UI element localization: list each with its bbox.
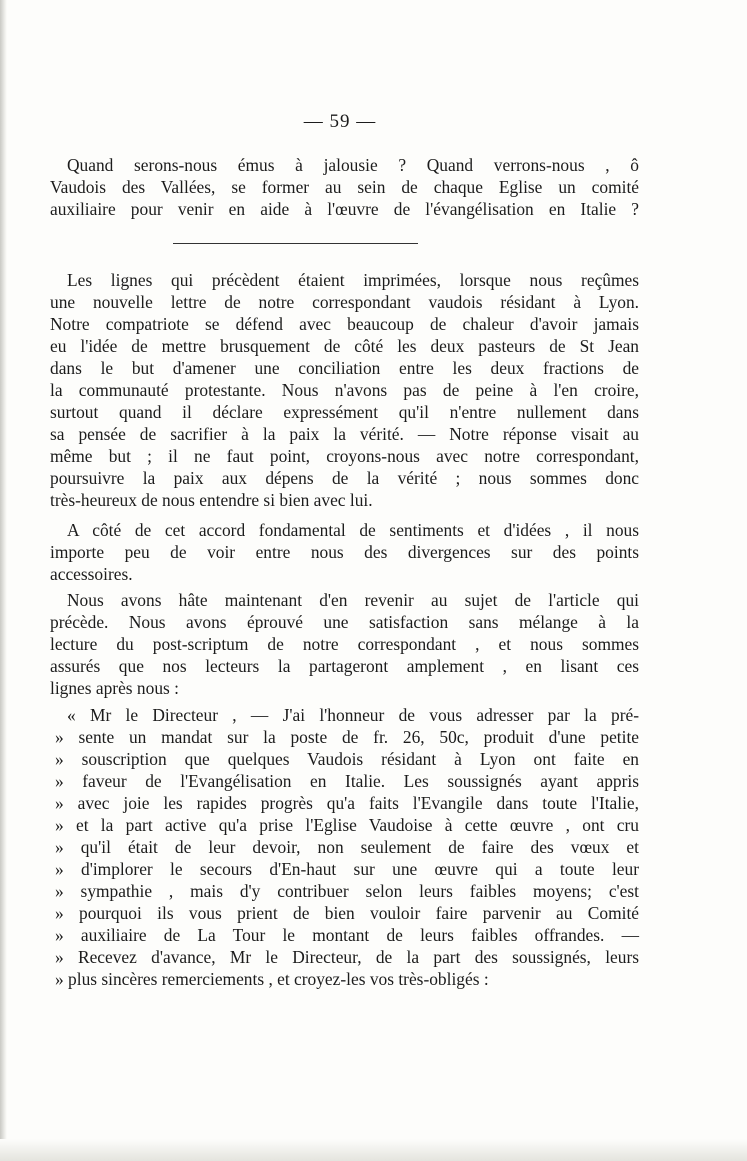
text-line: très-heureux de nous entendre si bien avec lui. [50,490,373,510]
quote-line: » et la part active qu'a prise l'Eglise Vaudoise à cette œuvre , ont cru [55,815,639,835]
quote-line: » Recevez d'avance, Mr le Directeur, de la part des soussignés, leurs [55,947,639,967]
quote-line: » souscription que quelques Vaudois résidant à Lyon ont faite en [55,749,639,769]
text-line: dans le but d'amener une conciliation entre les deux fractions de [50,358,639,378]
text-line: lignes après nous : [50,678,179,698]
quote-line: » sente un mandat sur la poste de fr. 26, 50c, produit d'une petite [55,727,639,747]
text-line: A côté de cet accord fondamental de sentiments et d'idées , il nous [67,520,639,540]
quote-line: » d'implorer le secours d'En-haut sur une œuvre qui a toute leur [55,859,639,879]
text-line: lecture du post-scriptum de notre correspondant , et nous sommes [50,634,639,654]
text-line: auxiliaire pour venir en aide à l'œuvre de l'évangélisation en Italie ? [50,199,639,219]
quote-line: » faveur de l'Evangélisation en Italie. Les soussignés ayant appris [55,771,639,791]
text-line: surtout quand il déclare expressément qu'il n'entre nullement dans [50,402,639,422]
text-line: même but ; il ne faut point, croyons-nous avec notre correspondant, [50,446,639,466]
section-divider [173,243,418,244]
text-line: sa pensée de sacrifier à la paix la vérité. — Notre réponse visait au [50,424,639,444]
text-line: poursuivre la paix aux dépens de la vérité ; nous sommes donc [50,468,639,488]
text-line: Notre compatriote se défend avec beaucoup de chaleur d'avoir jamais [50,314,639,334]
text-line: Vaudois des Vallées, se former au sein de chaque Eglise un comité [50,177,639,197]
quote-line: » auxiliaire de La Tour le montant de leurs faibles offrandes. — [55,925,639,945]
quote-line: » plus sincères remerciements , et croyez-les vos très-obligés : [55,969,489,989]
quote-line: « Mr le Directeur , — J'ai l'honneur de vous adresser par la pré- [67,705,639,725]
quote-line: » avec joie les rapides progrès qu'a faits l'Evangile dans toute l'Italie, [55,793,639,813]
text-line: Les lignes qui précèdent étaient imprimées, lorsque nous reçûmes [67,270,639,290]
text-line: eu l'idée de mettre brusquement de côté les deux pasteurs de St Jean [50,336,639,356]
text-line: la communauté protestante. Nous n'avons pas de peine à l'en croire, [50,380,639,400]
paragraph-2 [50,519,639,585]
quote-line: » pourquoi ils vous prient de bien vouloir faire parvenir au Comité [55,903,639,923]
quote-line: » sympathie , mais d'y contribuer selon leurs faibles moyens; c'est [55,881,639,901]
quote-line: » qu'il était de leur devoir, non seulement de faire des vœux et [55,837,639,857]
intro-paragraph [50,154,639,220]
paragraph-1 [50,269,639,511]
page-left-edge-shadow [0,0,7,1161]
quoted-letter [55,704,639,990]
text-line: importe peu de voir entre nous des divergences sur des points [50,542,639,562]
text-line: accessoires. [50,564,133,584]
text-line: précède. Nous avons éprouvé une satisfaction sans mélange à la [50,612,639,632]
paragraph-3 [50,589,639,699]
text-line: Quand serons-nous émus à jalousie ? Quand verrons-nous , ô [67,155,639,175]
page-number: — 59 — [303,111,377,132]
text-line: Nous avons hâte maintenant d'en revenir au sujet de l'article qui [67,590,639,610]
text-line: une nouvelle lettre de notre correspondant vaudois résidant à Lyon. [50,292,639,312]
text-line: assurés que nos lecteurs la partageront amplement , en lisant ces [50,656,639,676]
page-bottom-edge [0,1139,747,1161]
